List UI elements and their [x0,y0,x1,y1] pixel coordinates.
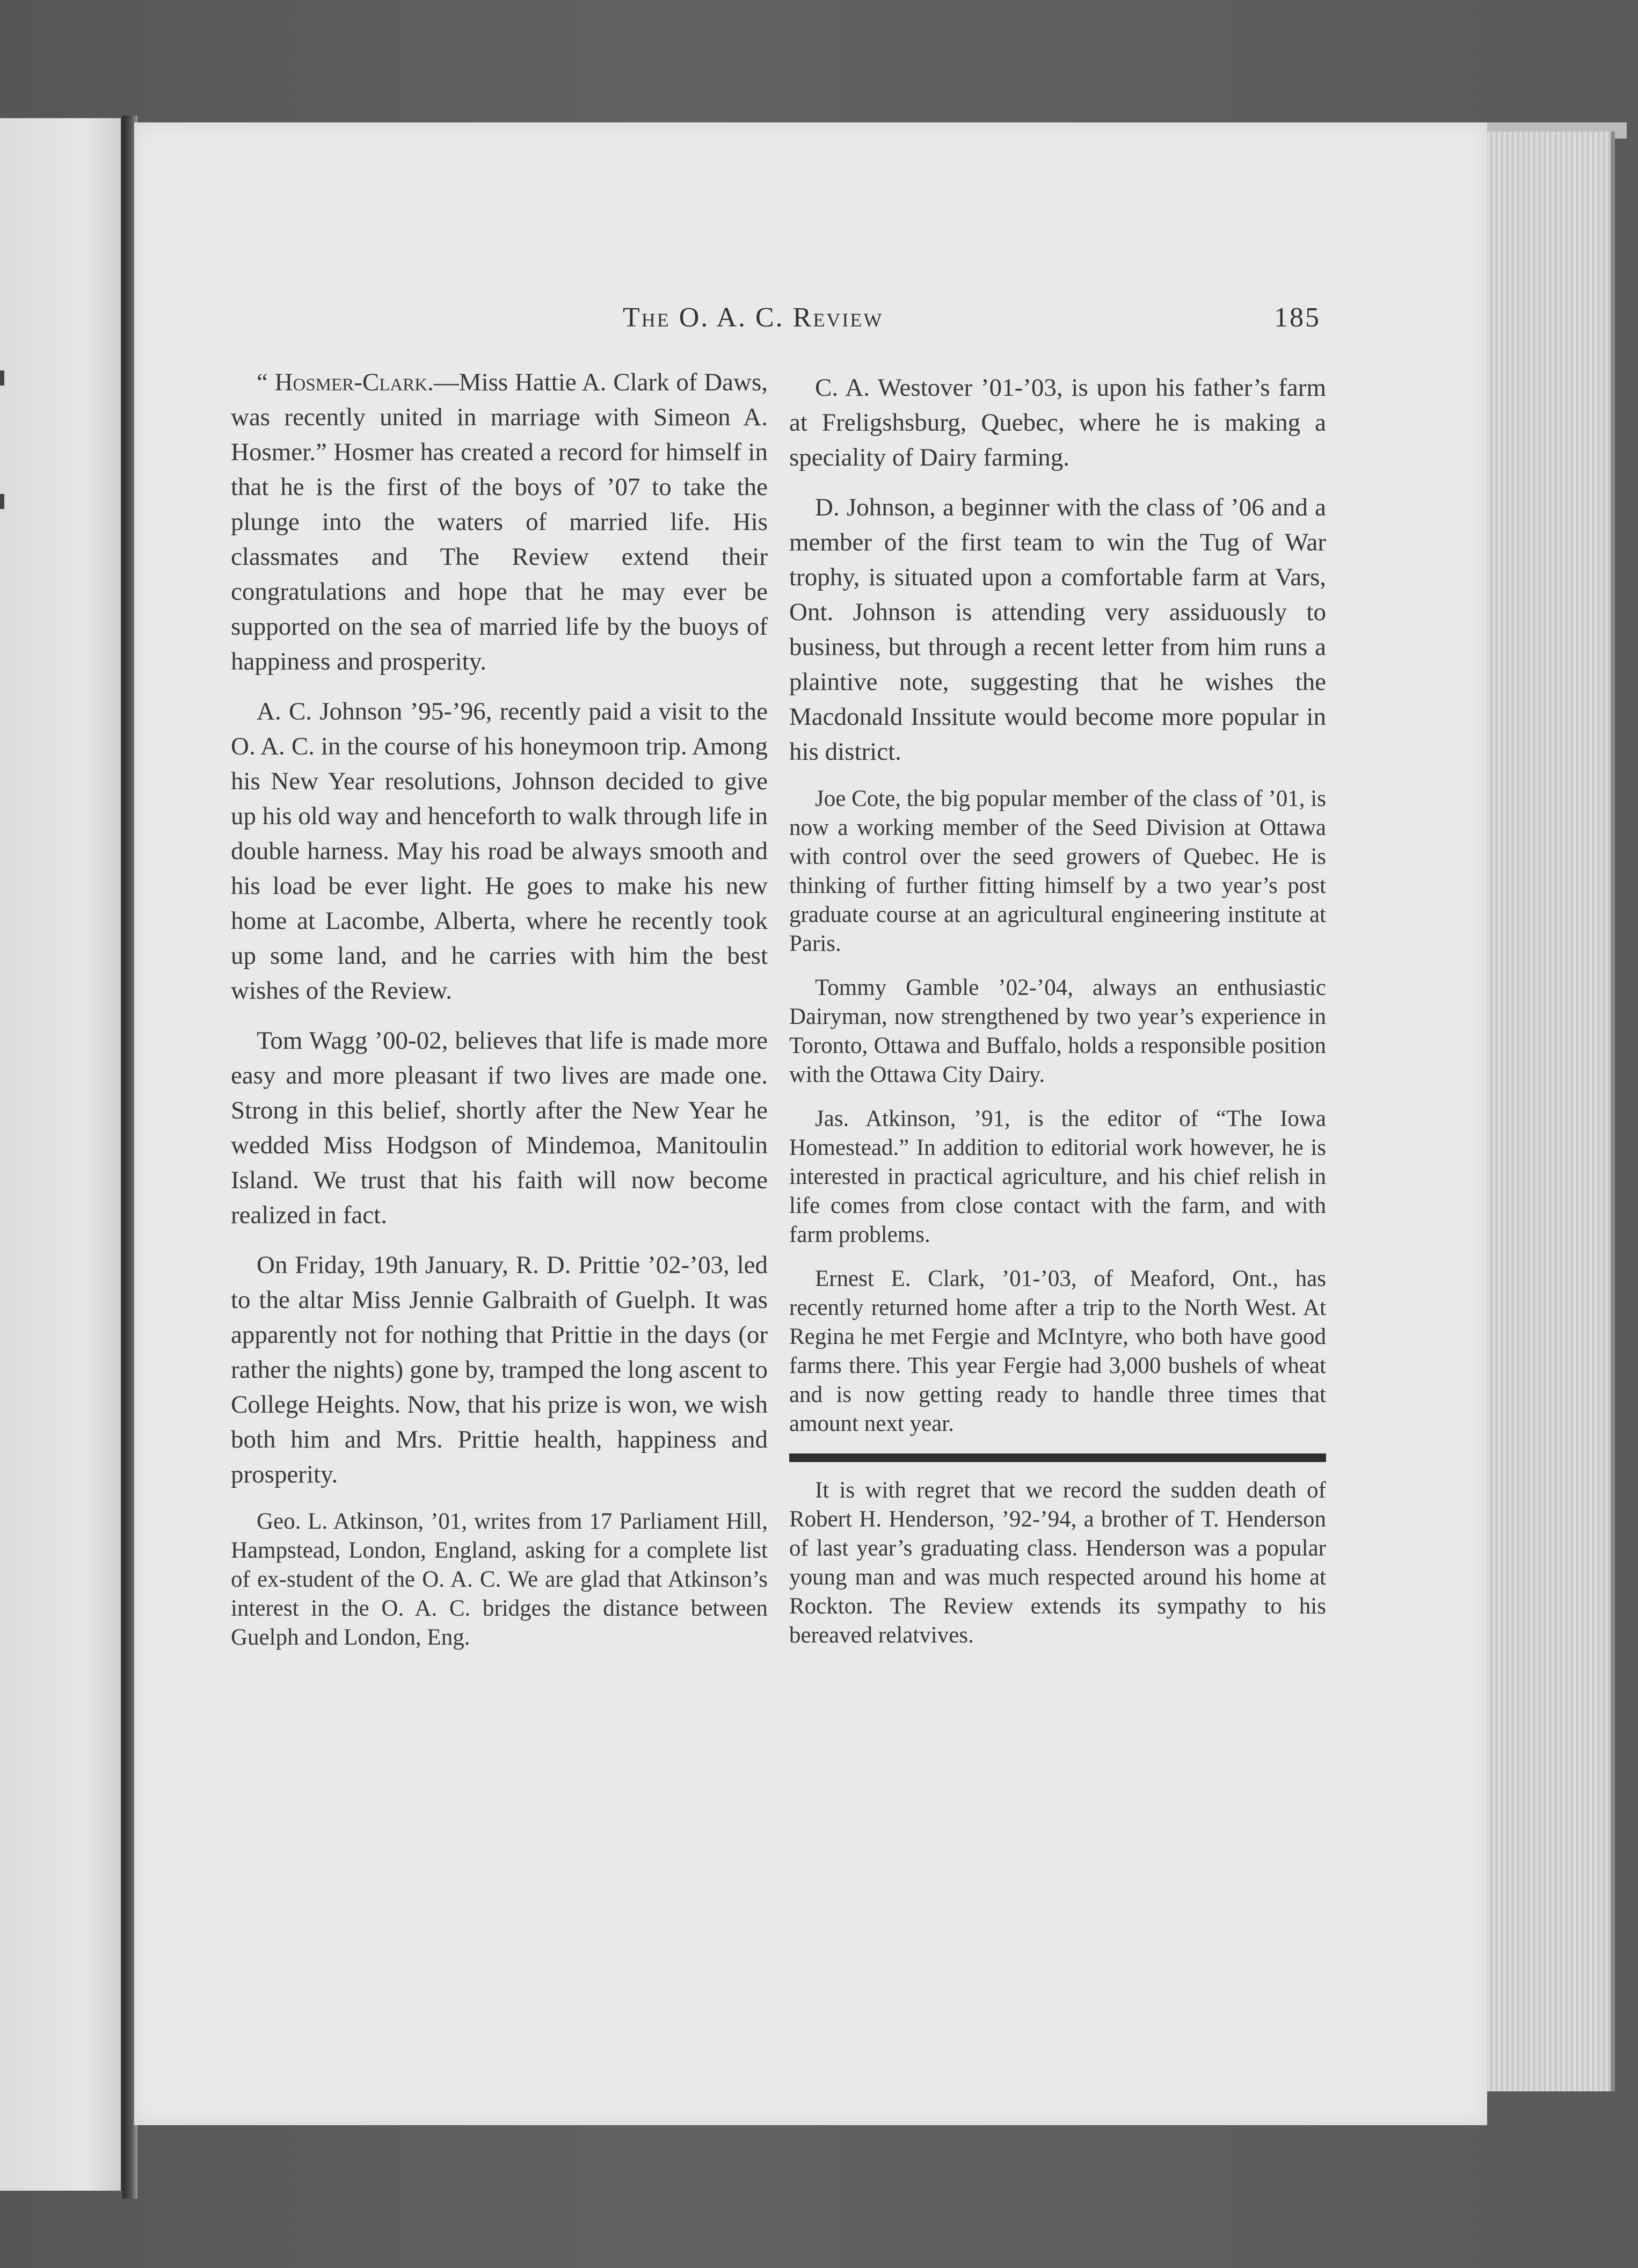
news-item-gamble: Tommy Gamble ’02-’04, always an enthusiastic Dairyman, now strengthened by two year’s experience in Toronto, Ottawa and Buffalo, holds a responsible position with the Ottawa City Dairy. [789,975,1326,1087]
item-lead: “ Hosmer-Clark. [257,368,434,396]
news-item-clark: Ernest E. Clark, ’01-’03, of Meaford, Ont., has recently returned home after a trip to the North West. At Regina he met Fergie and McIntyre, who both have good farms there. This year Fergie had 3,000 bushels of wheat and is now getting ready to handle three times that amount next year. [789,1266,1326,1436]
news-item-prittie: On Friday, 19th January, R. D. Prittie ’02-’03, led to the altar Miss Jennie Galbraith of Guelph. It was apparently not for nothing that Prittie in the days (or rather the nights) gone by, tramped the long ascent to College Heights. Now, that his prize is won, we wish both him and Mrs. Prittie health, happiness and prosperity. [231,1251,768,1488]
news-item-jas-atkinson: Jas. Atkinson, ’91, is the editor of “The Iowa Homestead.” In addition to editorial work however, he is interested in practical agriculture, and his chief relish in life comes from close contact with the farm, and with farm problems. [789,1106,1326,1247]
page-stack-edges [1466,132,1615,2091]
news-item-geo-atkinson: Geo. L. Atkinson, ’01, writes from 17 Parliament Hill, Hampstead, London, England, asking for a complete list of ex-student of the O. A. C. We are glad that Atkinson’s interest in the O. A. C. bridges the distance between Guelph and London, Eng. [231,1509,768,1650]
facing-page-edge [0,118,124,2191]
journal-title: The O. A. C. Review [623,302,884,333]
item-text: —Miss Hattie A. Clark of Daws, was recently united in marriage with Simeon A. Hosmer.” Hosmer has created a record for himself in that he is the first of the boys of ’07 to take the plunge into the waters of married life. His classmates and The Review extend their congratulations and hope that he may ever be supported on the sea of married life by the buoys of happiness and prosperity. [231,368,768,675]
left-column [231,365,768,1667]
news-item-cote: Joe Cote, the big popular member of the class of ’01, is now a working member of the Seed Division at Ottawa with control over the seed growers of Quebec. He is thinking of further fitting himself by a two year’s post graduate course at an agricultural engineering institute at Paris. [789,786,1326,956]
running-header [623,302,1321,339]
page-mark [0,370,4,386]
section-rule [789,1453,1326,1462]
news-item-westover: C. A. Westover ’01-’03, is upon his father’s farm at Freligshsburg, Quebec, where he is making a speciality of Dairy farming. [789,374,1326,471]
news-item-henderson-obituary: It is with regret that we record the sudden death of Robert H. Henderson, ’92-’94, a brother of T. Henderson of last year’s graduating class. Henderson was a popular young man and was much respected around his home at Rockton. The Review extends its sympathy to his bereaved relatvives. [789,1478,1326,1648]
right-column [789,370,1326,1665]
page-number: 185 [1274,302,1321,333]
news-item-johnson: A. C. Johnson ’95-’96, recently paid a visit to the O. A. C. in the course of his honeymoon trip. Among his New Year resolutions, Johnson decided to give up his old way and henceforth to walk through life in double harness. May his road be always smooth and his load be ever light. He goes to make his new home at Lacombe, Alberta, where he recently took up some land, and he carries with him the best wishes of the Review. [231,697,768,1005]
news-item-d-johnson: D. Johnson, a beginner with the class of ’06 and a member of the first team to win the Tug of War trophy, is situated upon a comfortable farm at Vars, Ont. Johnson is attending very assiduously to business, but through a recent letter from him runs a plaintive note, suggesting that he wishes the Macdonald Inssitute would become more popular in his district. [789,493,1326,766]
news-item-wagg: Tom Wagg ’00-02, believes that life is made more easy and more pleasant if two lives are made one. Strong in this belief, shortly after the New Year he wedded Miss Hodgson of Mindemoa, Manitoulin Island. We trust that his faith will now become realized in fact. [231,1027,768,1229]
news-item-hosmer-clark [231,365,768,679]
page-mark [0,494,4,509]
